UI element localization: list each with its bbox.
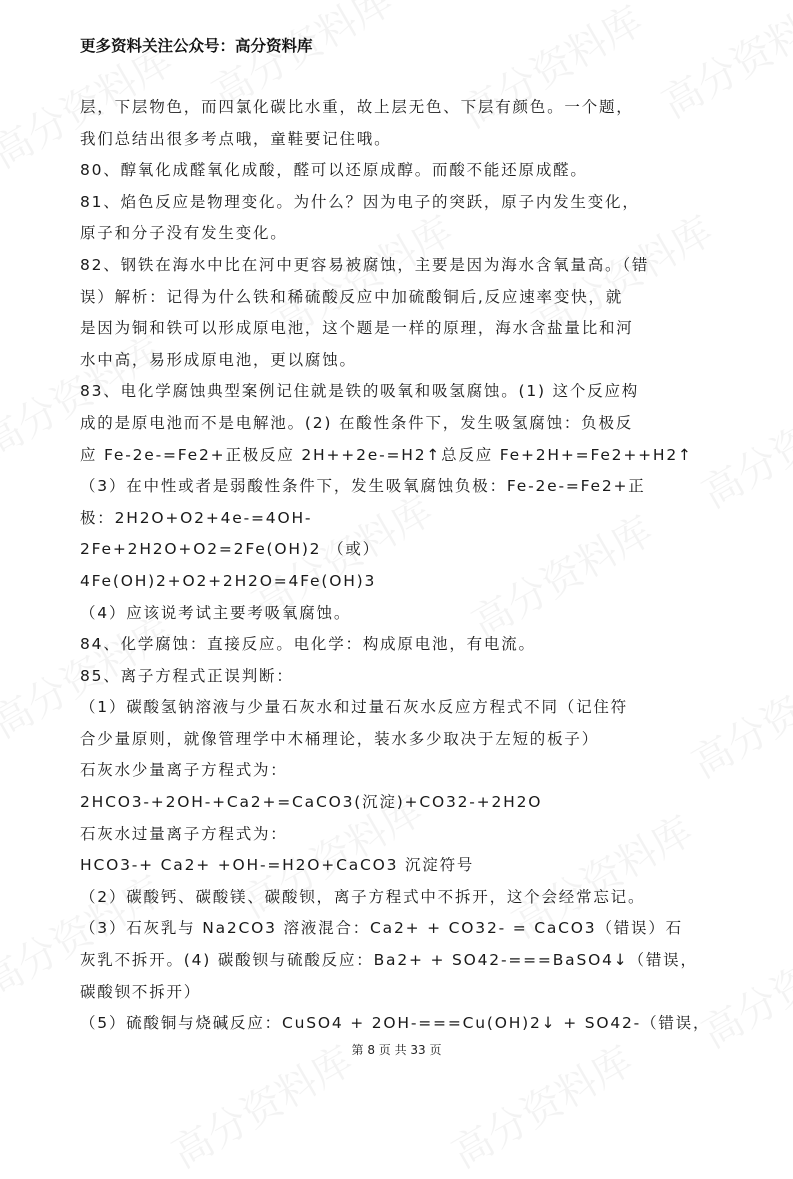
text-line: 成的是原电池而不是电解池。(2) 在酸性条件下，发生吸氢腐蚀：负极反 xyxy=(80,413,634,432)
text-line: HCO3-+ Ca2+ +OH-=H2O+CaCO3 沉淀符号 xyxy=(80,856,475,875)
text-line: 原子和分子没有发生变化。 xyxy=(80,224,288,243)
text-line: 碳酸钡不拆开） xyxy=(80,982,202,1001)
text-line: 85、离子方程式正误判断： xyxy=(80,666,294,685)
page-header: 更多资料关注公众号：高分资料库 xyxy=(80,37,313,55)
text-line: （1）碳酸氢钠溶液与少量石灰水和过量石灰水反应方程式不同（记住符 xyxy=(80,698,628,717)
text-line: （3）石灰乳与 Na2CO3 溶液混合：Ca2+ + CO32- = CaCO3（错误）石 xyxy=(80,919,683,938)
text-line: 石灰水过量离子方程式为： xyxy=(80,824,288,843)
text-line: 误）解析：记得为什么铁和稀硫酸反应中加硫酸铜后,反应速率变快，就 xyxy=(80,287,624,306)
text-line: 是因为铜和铁可以形成原电池，这个题是一样的原理，海水含盐量比和河 xyxy=(80,319,634,338)
text-line: 灰乳不拆开。(4) 碳酸钡与硫酸反应：Ba2+ + SO42-===BaSO4↓（错误， xyxy=(80,951,698,970)
text-line: （4）应该说考试主要考吸氧腐蚀。 xyxy=(80,603,352,622)
text-line: 81、焰色反应是物理变化。为什么？因为电子的突跃，原子内发生变化， xyxy=(80,192,640,211)
text-line: 2Fe+2H2O+O2=2Fe(OH)2 （或） xyxy=(80,540,380,559)
text-line: 83、电化学腐蚀典型案例记住就是铁的吸氧和吸氢腐蚀。(1) 这个反应构 xyxy=(80,382,640,401)
text-line: 82、钢铁在海水中比在河中更容易被腐蚀，主要是因为海水含氧量高。（错 xyxy=(80,255,650,274)
text-line: （3）在中性或者是弱酸性条件下，发生吸氧腐蚀负极：Fe-2e-=Fe2+正 xyxy=(80,477,646,496)
document-body xyxy=(80,92,714,1040)
page-number: 第 8 页 共 33 页 xyxy=(351,1043,442,1057)
text-line: 80、醇氧化成醛氧化成酸，醛可以还原成醇。而酸不能还原成醛。 xyxy=(80,161,588,180)
text-line: 我们总结出很多考点哦，童鞋要记住哦。 xyxy=(80,129,392,148)
text-line: 4Fe(OH)2+O2+2H2O=4Fe(OH)3 xyxy=(80,571,377,590)
text-line: 极：2H2O+O2+4e-=4OH- xyxy=(80,508,313,527)
text-line: 2HCO3-+2OH-+Ca2+=CaCO3(沉淀)+CO32-+2H2O xyxy=(80,793,543,812)
text-line: （5）硫酸铜与烧碱反应：CuSO4 + 2OH-===Cu(OH)2↓ + SO42-（错误， xyxy=(80,1014,711,1033)
text-line: 应 Fe-2e-=Fe2+正极反应 2H++2e-=H2↑总反应 Fe+2H+=Fe2++H2↑ xyxy=(80,445,693,464)
text-line: 水中高，易形成原电池，更以腐蚀。 xyxy=(80,350,357,369)
text-line: 84、化学腐蚀：直接反应。电化学：构成原电池，有电流。 xyxy=(80,635,536,654)
text-line: （2）碳酸钙、碳酸镁、碳酸钡，离子方程式中不拆开，这个会经常忘记。 xyxy=(80,887,646,906)
text-line: 层，下层物色，而四氯化碳比水重，故上层无色、下层有颜色。一个题， xyxy=(80,98,634,116)
text-line: 石灰水少量离子方程式为： xyxy=(80,761,288,780)
text-line: 合少量原则，就像管理学中木桶理论，装水多少取决于左短的板子） xyxy=(80,729,600,748)
